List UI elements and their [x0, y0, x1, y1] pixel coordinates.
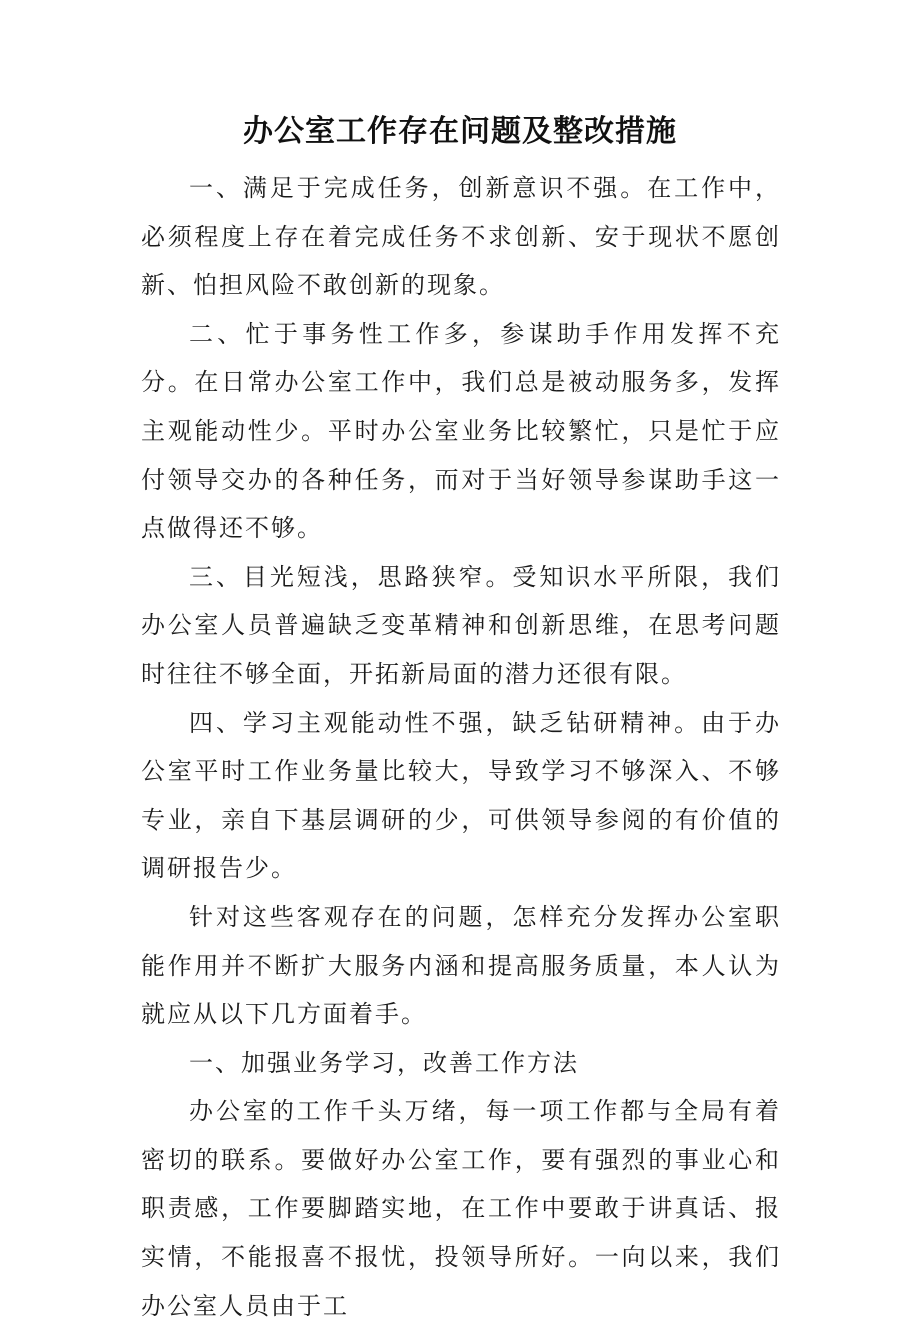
paragraph-section-1-body: 办公室的工作千头万绪，每一项工作都与全局有着密切的联系。要做好办公室工作，要有强烈的事业心和职责感，工作要脚踏实地，在工作中要敢于讲真话、报实情，不能报喜不报忧，投领导所好。一向以来，我们办公室人员由于工 — [141, 1097, 781, 1320]
paragraph-transition: 针对这些客观存在的问题，怎样充分发挥办公室职能作用并不断扩大服务内涵和提高服务质量，本人认为就应从以下几方面着手。 — [141, 902, 781, 1029]
paragraph-problem-2: 二、忙于事务性工作多，参谋助手作用发挥不充分。在日常办公室工作中，我们总是被动服务多，发挥主观能动性少。平时办公室业务比较繁忙，只是忙于应付领导交办的各种任务，而对于当好领导参谋助手这一点做得还不够。 — [141, 319, 781, 543]
document-body — [141, 164, 781, 1330]
section-heading-1: 一、加强业务学习，改善工作方法 — [189, 1048, 579, 1077]
paragraph-problem-1: 一、满足于完成任务，创新意识不强。在工作中，必须程度上存在着完成任务不求创新、安于现状不愿创新、怕担风险不敢创新的现象。 — [141, 174, 781, 300]
paragraph-problem-3: 三、目光短浅，思路狭窄。受知识水平所限，我们办公室人员普遍缺乏变革精神和创新思维，在思考问题时往往不够全面，开拓新局面的潜力还很有限。 — [141, 562, 781, 688]
document-title: 办公室工作存在问题及整改措施 — [243, 114, 677, 149]
paragraph-problem-4: 四、学习主观能动性不强，缺乏钻研精神。由于办公室平时工作业务量比较大，导致学习不够深入、不够专业，亲自下基层调研的少，可供领导参阅的有价值的调研报告少。 — [141, 708, 781, 883]
